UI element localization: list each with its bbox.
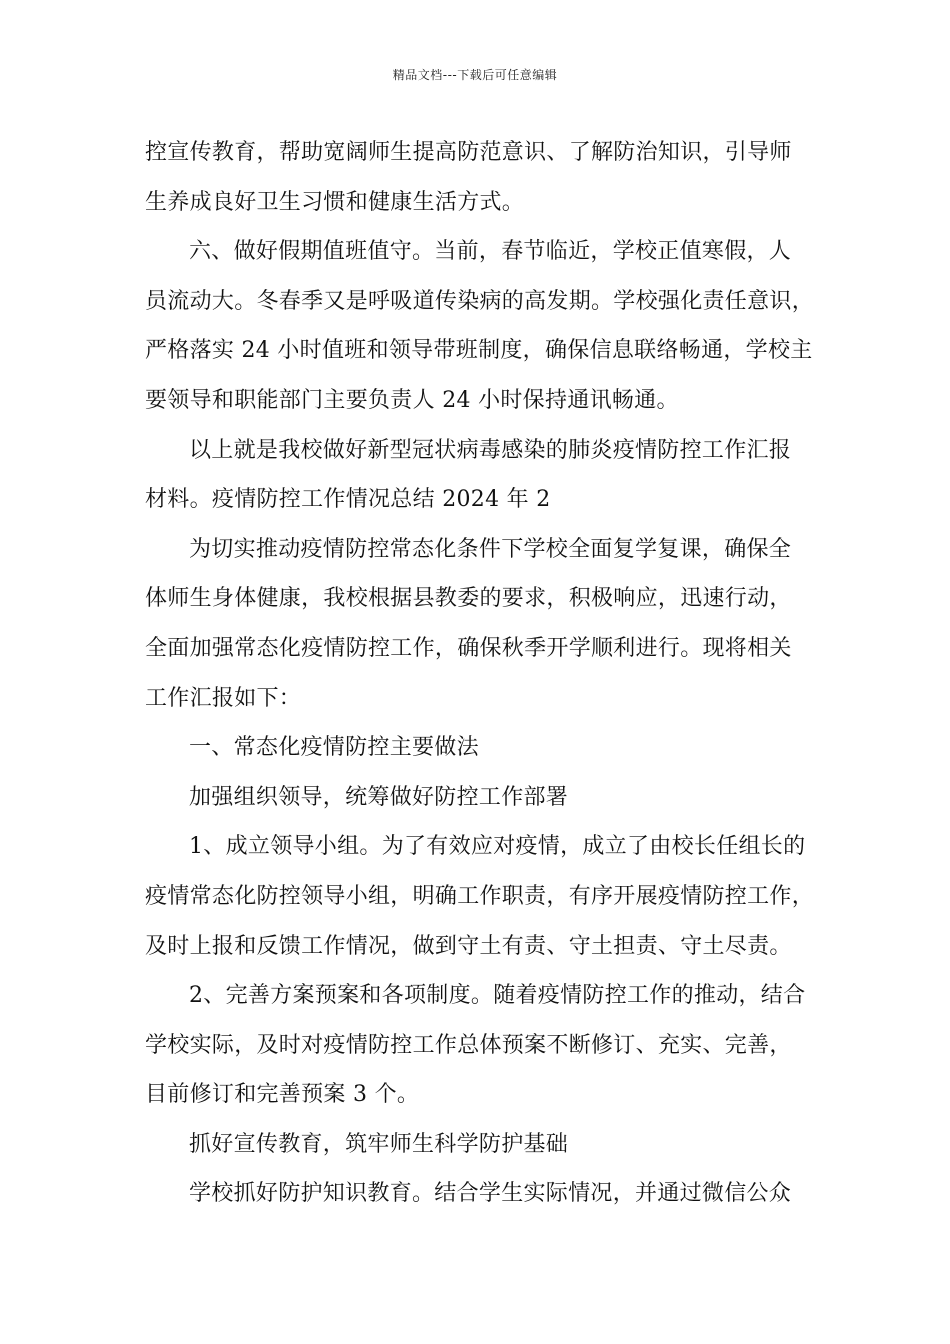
text-line: 及时上报和反馈工作情况，做到守土有责、守土担责、守土尽责。 <box>145 933 792 959</box>
text-line: 要领导和职能部门主要负责人 24 小时保持通讯畅通。 <box>145 387 679 413</box>
text-line: 以上就是我校做好新型冠状病毒感染的肺炎疫情防控工作汇报 <box>189 437 792 463</box>
text-line: 学校实际，及时对疫情防控工作总体预案不断修订、充实、完善， <box>145 1032 792 1058</box>
text-line: 学校抓好防护知识教育。结合学生实际情况，并通过微信公众 <box>189 1181 792 1207</box>
text-line: 2、完善方案预案和各项制度。随着疫情防控工作的推动，结合 <box>189 983 806 1009</box>
text-line: 生养成良好卫生习惯和健康生活方式。 <box>145 189 525 215</box>
text-line: 体师生身体健康，我校根据县教委的要求，积极响应，迅速行动， <box>145 586 792 612</box>
subsection-heading: 加强组织领导，统筹做好防控工作部署 <box>189 784 569 810</box>
text-line: 严格落实 24 小时值班和领导带班制度，确保信息联络畅通，学校主 <box>145 338 813 364</box>
section-heading: 一、常态化疫情防控主要做法 <box>189 735 479 761</box>
text-line: 员流动大。冬春季又是呼吸道传染病的高发期。学校强化责任意识， <box>145 288 815 314</box>
text-line: 六、做好假期值班值守。当前，春节临近，学校正值寒假，人 <box>189 239 792 265</box>
text-line: 全面加强常态化疫情防控工作，确保秋季开学顺利进行。现将相关 <box>145 635 792 661</box>
text-line: 1、成立领导小组。为了有效应对疫情，成立了由校长任组长的 <box>189 834 806 860</box>
text-line: 目前修订和完善预案 3 个。 <box>145 1082 420 1108</box>
text-line: 材料。疫情防控工作情况总结 2024 年 2 <box>145 487 551 513</box>
page-header: 精品文档---下载后可任意编辑 <box>392 68 558 82</box>
subsection-heading: 抓好宣传教育，筑牢师生科学防护基础 <box>189 1131 569 1157</box>
document-body <box>145 128 825 1219</box>
text-line: 疫情常态化防控领导小组，明确工作职责，有序开展疫情防控工作， <box>145 883 815 909</box>
text-line: 为切实推动疫情防控常态化条件下学校全面复学复课，确保全 <box>189 536 792 562</box>
text-line: 控宣传教育，帮助宽阔师生提高防范意识、了解防治知识，引导师 <box>145 140 792 165</box>
text-line: 工作汇报如下： <box>145 685 302 711</box>
